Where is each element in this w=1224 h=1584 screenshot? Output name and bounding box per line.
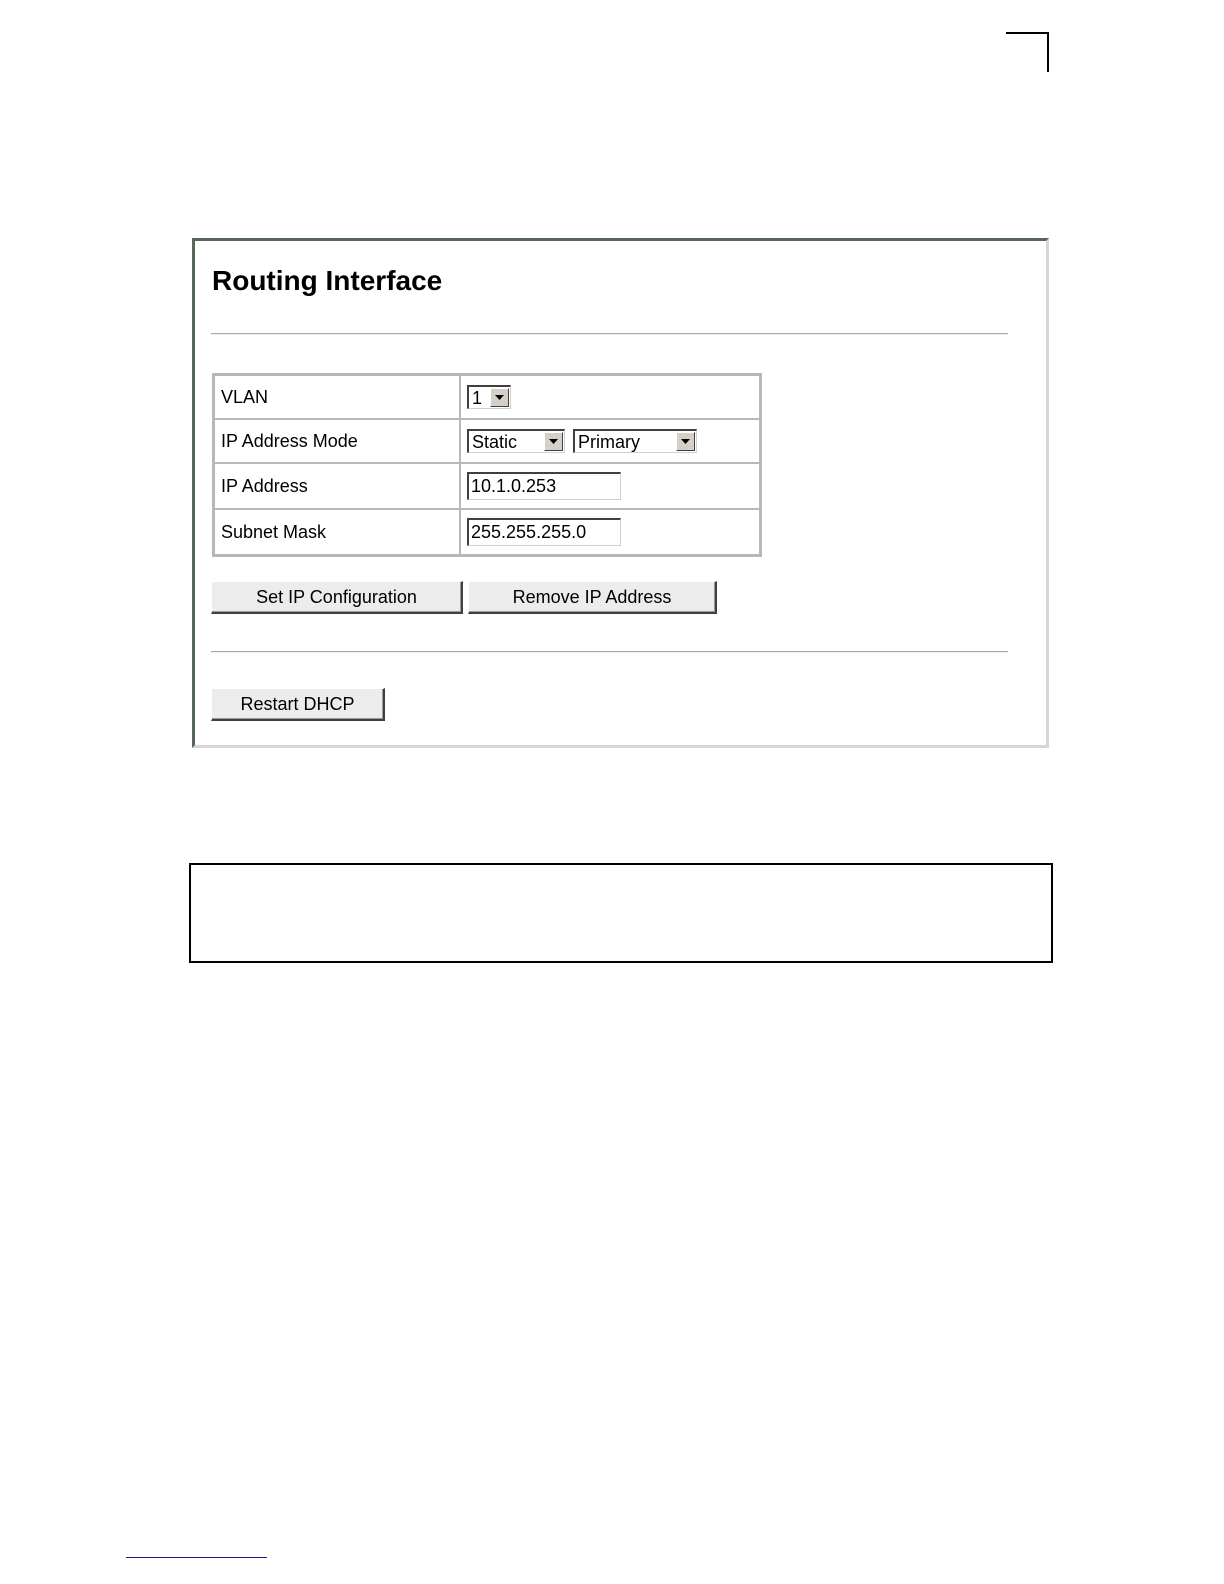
footer-rule <box>126 1557 267 1558</box>
vlan-label: VLAN <box>214 375 460 419</box>
subnet-mask-label: Subnet Mask <box>214 509 460 555</box>
routing-interface-panel <box>192 238 1049 748</box>
ip-address-label: IP Address <box>214 463 460 509</box>
chevron-down-icon[interactable] <box>490 388 509 407</box>
divider-bottom <box>211 651 1008 653</box>
restart-dhcp-button[interactable]: Restart DHCP <box>211 688 385 721</box>
vlan-select-value: 1 <box>472 387 483 408</box>
table-row <box>214 375 760 419</box>
table-row <box>214 509 760 555</box>
ip-address-mode-label: IP Address Mode <box>214 419 460 463</box>
vlan-select[interactable] <box>467 385 511 409</box>
page-title: Routing Interface <box>212 265 443 296</box>
subnet-mask-input[interactable]: 255.255.255.0 <box>467 518 621 546</box>
routing-interface-form <box>212 373 762 557</box>
divider-top <box>211 333 1008 335</box>
note-box <box>189 863 1053 963</box>
table-row <box>214 463 760 509</box>
ip-address-input[interactable]: 10.1.0.253 <box>467 472 621 500</box>
primary-secondary-select[interactable] <box>573 429 697 453</box>
chevron-down-icon[interactable] <box>544 432 563 451</box>
table-row <box>214 419 760 463</box>
ip-mode-select-value: Static <box>472 431 518 452</box>
chevron-down-icon[interactable] <box>676 432 695 451</box>
remove-ip-address-button[interactable]: Remove IP Address <box>468 581 717 614</box>
crop-mark <box>1006 32 1049 72</box>
primary-secondary-select-value: Primary <box>578 431 640 452</box>
ip-mode-select[interactable] <box>467 429 565 453</box>
set-ip-configuration-button[interactable]: Set IP Configuration <box>211 581 463 614</box>
